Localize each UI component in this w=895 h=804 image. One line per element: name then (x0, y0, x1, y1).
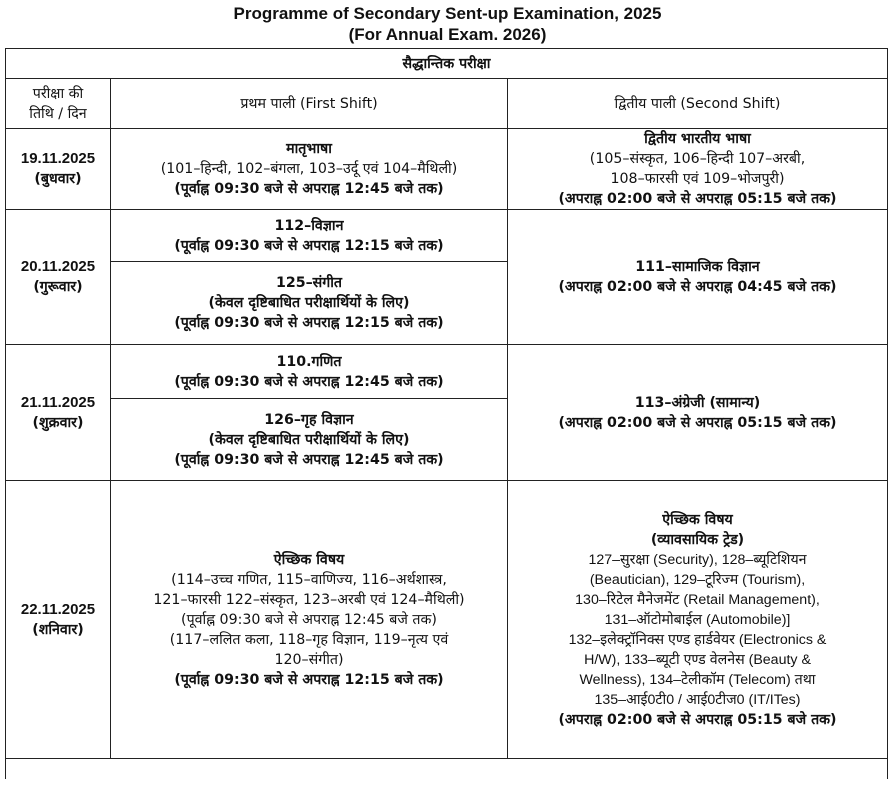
second-shift-cell (508, 345, 888, 481)
shift-time: (पूर्वाह्न 09:30 बजे से अपराह्न 12:45 बजे तक) (174, 451, 444, 468)
exam-date: 20.11.2025 (20, 258, 96, 275)
table-row (6, 129, 888, 210)
subject-title: ऐच्छिक विषय (273, 551, 345, 568)
subject-list: (Beautician), 129–टूरिज्म (Tourism), (589, 571, 806, 588)
subject-list: 108–फारसी एवं 109–भोजपुरी) (610, 171, 785, 187)
shift-time: (अपराह्न 02:00 बजे से अपराह्न 05:15 बजे तक) (558, 191, 837, 207)
subject-title: 125–संगीत (275, 275, 343, 291)
subject-list: Wellness), 134–टेलीकॉम (Telecom) तथा (579, 671, 816, 688)
first-shift-cell (111, 262, 508, 345)
subject-title: 112–विज्ञान (274, 217, 344, 234)
column-header-date-line2: तिथि / दिन (29, 105, 87, 122)
shift-time: (पूर्वाह्न 09:30 बजे से अपराह्न 12:45 बजे तक) (174, 181, 444, 197)
subject-list: 130–रिटेल मैनेजमेंट (Retail Management), (575, 591, 820, 608)
subject-list: 132–इलेक्ट्रॉनिक्स एण्ड हार्डवेयर (Electronics & (568, 631, 827, 648)
subject-list: 120–संगीत) (274, 651, 344, 668)
subject-list: (117–ललित कला, 118–गृह विज्ञान, 119–नृत्य एवं (169, 631, 449, 648)
empty-cell (6, 759, 888, 779)
subject-title: 110.गणित (276, 353, 342, 370)
shift-time: (पूर्वाह्न 09:30 बजे से अपराह्न 12:15 बजे तक) (174, 671, 444, 688)
subject-list: 127–सुरक्षा (Security), 128–ब्यूटिशियन (588, 551, 807, 568)
table-row (6, 210, 888, 262)
column-header-date-line1: परीक्षा की (32, 85, 84, 102)
date-cell (6, 210, 111, 345)
exam-date: 19.11.2025 (20, 150, 96, 167)
subject-title: ऐच्छिक विषय (662, 511, 733, 528)
subject-title: 113–अंग्रेजी (सामान्य) (634, 394, 761, 411)
exam-day: (गुरूवार) (33, 279, 83, 295)
exam-day: (बुधवार) (34, 171, 82, 187)
subject-title: 126–गृह विज्ञान (264, 411, 354, 428)
exam-schedule-table (5, 48, 888, 779)
subject-note: (केवल दृष्टिबाधित परीक्षार्थियों के लिए) (208, 431, 410, 448)
shift-time: (पूर्वाह्न 09:30 बजे से अपराह्न 12:45 बजे तक) (174, 373, 444, 390)
subject-subtitle: (व्यावसायिक ट्रेड) (650, 531, 745, 548)
shift-time: (अपराह्न 02:00 बजे से अपराह्न 04:45 बजे तक) (558, 279, 837, 295)
column-header-second-shift: द्वितीय पाली (Second Shift) (508, 79, 888, 129)
subject-title: 111–सामाजिक विज्ञान (635, 259, 760, 275)
subject-list: 135–आई0टी0 / आई0टीज0 (IT/ITes) (594, 691, 801, 708)
document-subtitle: (For Annual Exam. 2026) (348, 25, 547, 44)
first-shift-cell (111, 210, 508, 262)
shift-time: (अपराह्न 02:00 बजे से अपराह्न 05:15 बजे तक) (558, 414, 837, 431)
table-row (6, 345, 888, 399)
shift-time: (पूर्वाह्न 09:30 बजे से अपराह्न 12:45 बजे तक) (181, 611, 437, 628)
first-shift-cell (111, 345, 508, 399)
table-row-empty (6, 759, 888, 779)
date-cell (6, 345, 111, 481)
subject-list: 121–फारसी 122–संस्कृत, 123–अरबी एवं 124–मैथिली) (153, 591, 465, 608)
subject-title: मातृभाषा (286, 141, 332, 157)
subject-note: (केवल दृष्टिबाधित परीक्षार्थियों के लिए) (208, 295, 410, 311)
shift-time: (पूर्वाह्न 09:30 बजे से अपराह्न 12:15 बजे तक) (174, 237, 444, 254)
first-shift-cell (111, 129, 508, 210)
subject-list: 131–ऑटोमोबाईल (Automobile)] (604, 611, 791, 628)
shift-time: (पूर्वाह्न 09:30 बजे से अपराह्न 12:15 बजे तक) (174, 315, 444, 331)
exam-day: (शुक्रवार) (32, 414, 84, 431)
document-title: Programme of Secondary Sent-up Examination, 2025 (233, 4, 662, 23)
table-row (6, 481, 888, 759)
section-title: सैद्धान्तिक परीक्षा (6, 49, 888, 79)
subject-title: द्वितीय भारतीय भाषा (644, 131, 751, 147)
subject-list: H/W), 133–ब्यूटी एण्ड वेलनेस (Beauty & (584, 651, 811, 668)
date-cell (6, 481, 111, 759)
second-shift-cell (508, 481, 888, 759)
second-shift-cell (508, 129, 888, 210)
column-header-date (6, 79, 111, 129)
exam-day: (शनिवार) (32, 621, 84, 638)
subject-list: (114–उच्च गणित, 115–वाणिज्य, 116–अर्थशास्त्र, (171, 571, 447, 588)
first-shift-cell (111, 481, 508, 759)
second-shift-cell (508, 210, 888, 345)
exam-date: 21.11.2025 (20, 393, 96, 411)
subject-list: (101–हिन्दी, 102–बंगला, 103–उर्दू एवं 104–मैथिली) (160, 161, 458, 177)
date-cell (6, 129, 111, 210)
exam-date: 22.11.2025 (20, 600, 96, 618)
column-header-first-shift: प्रथम पाली (First Shift) (111, 79, 508, 129)
subject-list: (105–संस्कृत, 106–हिन्दी 107–अरबी, (589, 151, 806, 167)
shift-time: (अपराह्न 02:00 बजे से अपराह्न 05:15 बजे तक) (558, 711, 837, 728)
first-shift-cell (111, 399, 508, 481)
